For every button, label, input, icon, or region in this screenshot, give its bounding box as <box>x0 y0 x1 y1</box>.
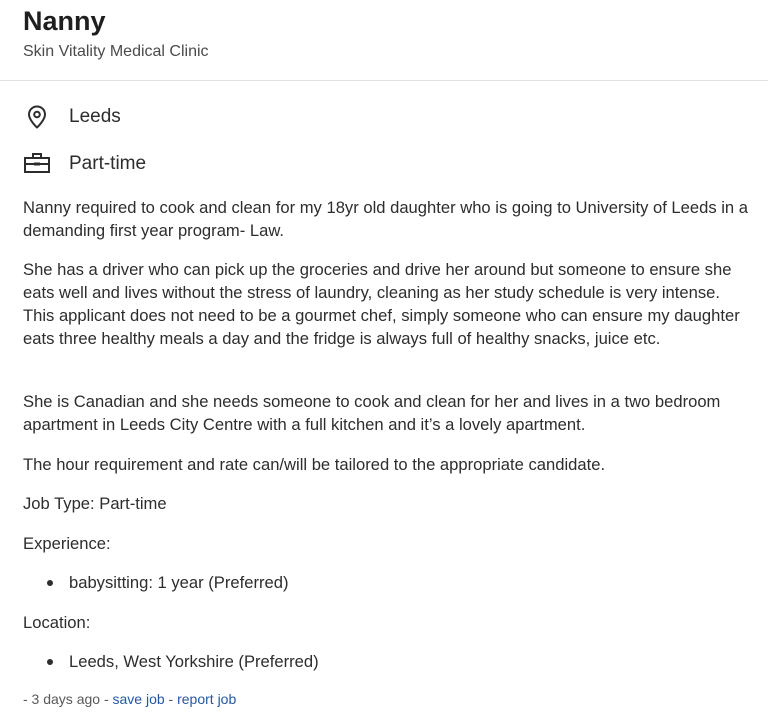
job-type-label: Part-time <box>69 153 147 174</box>
description-paragraph: She has a driver who can pick up the groceries and drive her around but someone to ensure she eats well and lives without the stress of laundry, cleaning as her study schedule is very intense. This applicant does not need to be a gourmet chef, simply someone who can ensure my daughter eats three healthy meals a day and the fridge is always full of healthy snacks, juice etc. <box>23 260 740 348</box>
footer-separator: - <box>168 691 174 707</box>
job-footer <box>23 689 236 709</box>
job-title: Nanny <box>23 6 106 36</box>
save-job-link[interactable]: save job <box>112 691 165 707</box>
description-paragraph: Nanny required to cook and clean for my 18yr old daughter who is going to University of Leeds in a demanding first year program- Law. <box>23 198 749 240</box>
experience-item: babysitting: 1 year (Preferred) <box>69 573 289 592</box>
map-pin-icon <box>23 103 51 131</box>
location-item: Leeds, West Yorkshire (Preferred) <box>69 652 319 671</box>
job-type-line: Job Type: Part-time <box>23 494 167 513</box>
company-name: Skin Vitality Medical Clinic <box>23 43 209 60</box>
location-label: Leeds <box>69 106 121 127</box>
list-item <box>47 650 319 673</box>
list-item <box>47 571 289 594</box>
briefcase-icon <box>23 150 51 178</box>
bullet-icon <box>47 659 53 665</box>
experience-heading: Experience: <box>23 534 111 553</box>
posted-date: - 3 days ago - <box>23 691 109 707</box>
description-paragraph: The hour requirement and rate can/will be tailored to the appropriate candidate. <box>23 455 606 474</box>
report-job-link[interactable]: report job <box>177 691 237 707</box>
location-row <box>23 103 121 131</box>
description-paragraph: She is Canadian and she needs someone to cook and clean for her and lives in a two bedroom apartment in Leeds City Centre with a full kitchen and it’s a lovely apartment. <box>23 392 721 434</box>
job-type-row <box>23 150 146 178</box>
header-divider <box>0 80 768 81</box>
location-heading: Location: <box>23 613 91 632</box>
bullet-icon <box>47 580 53 586</box>
